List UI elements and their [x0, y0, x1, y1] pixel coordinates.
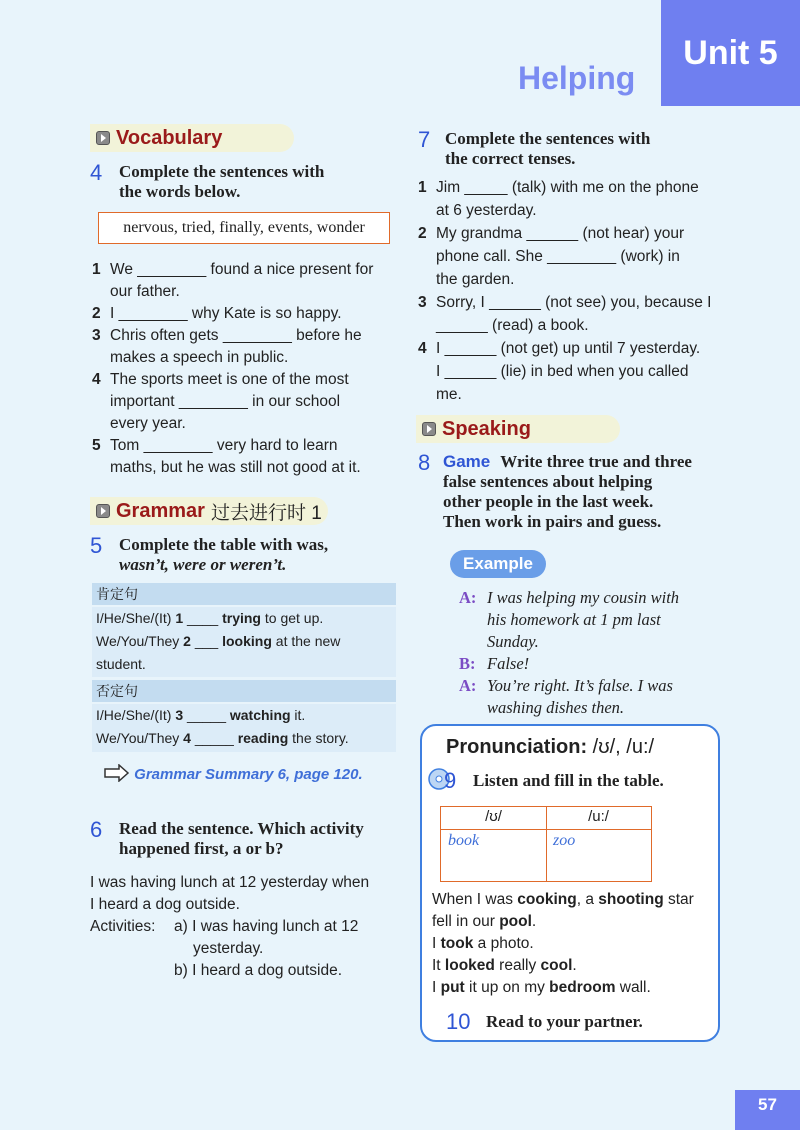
question-text: Game Write three true and three false sentences about helping other people in the last week. Then work in pairs and guess.: [443, 452, 692, 531]
play-bullet-icon: [96, 504, 110, 518]
negative-rows: I/He/She/(It) 3 _____ watching it. We/You/They 4 _____ reading the story.: [92, 704, 396, 752]
pronunciation-poem: When I was cooking, a shooting star fell in our pool. I took a photo. It looked really cool. I put it up on my bedroom wall.: [432, 891, 694, 996]
vocabulary-heading: Vocabulary: [90, 124, 294, 152]
vocab-list: 1 We ________ found a nice present for our father. 2 I ________ why Kate is so happy. 3 Chris often gets ________ before he makes a speech in public. 4 The sports meet is one of the most important ________ in our school every year. 5 Tom ________ very hard to learn maths, but he was still not good at it.: [92, 259, 392, 479]
q6-passage: I was having lunch at 12 yesterday when I heard a dog outside. Activities: a) I was having lunch at 12 yesterday. b) I heard a dog outside.: [90, 874, 370, 979]
example-badge: Example: [450, 550, 546, 578]
question-text: Read to your partner.: [486, 1012, 643, 1031]
table-cell: book: [448, 832, 480, 849]
list-item: 2 I ________ why Kate is so happy.: [92, 305, 342, 322]
question-number: 4: [90, 160, 103, 185]
list-item: 3 Sorry, I ______ (not see) you, because I: [418, 294, 712, 311]
play-bullet-icon: [96, 131, 110, 145]
question-text: Listen and fill in the table.: [473, 771, 664, 790]
negative-header: 否定句: [92, 680, 396, 702]
list-item: 5 Tom ________ very hard to learn: [92, 437, 338, 454]
column-header: /u:/: [588, 808, 609, 825]
list-item: 1 Jim _____ (talk) with me on the phone: [418, 179, 699, 196]
page-number: 57: [735, 1090, 800, 1130]
list-item: 4 The sports meet is one of the most: [92, 371, 349, 388]
sound-table: [440, 806, 652, 882]
speaking-heading: Speaking: [416, 415, 620, 443]
unit-badge: Unit 5: [661, 0, 800, 106]
question-text: Complete the table with was, wasn’t, were or weren’t.: [119, 535, 329, 574]
example-dialogue: A: I was helping my cousin with his homework at 1 pm last Sunday. B: False! A: You’re right. It’s false. I was washing dishes then.: [459, 588, 680, 717]
question-number: 6: [90, 817, 103, 842]
question-text: Complete the sentences with the correct tenses.: [445, 129, 651, 168]
question-number: 7: [418, 127, 431, 152]
question-text: Read the sentence. Which activity happened first, a or b?: [119, 819, 364, 858]
list-item: 4 I ______ (not get) up until 7 yesterday.: [418, 340, 701, 357]
question-number: 5: [90, 533, 103, 558]
affirmative-rows: I/He/She/(It) 1 ____ trying to get up. We/You/They 2 ___ looking at the new student.: [92, 607, 396, 677]
grammar-summary-link[interactable]: Grammar Summary 6, page 120.: [104, 764, 363, 786]
lesson-title: Helping: [518, 60, 636, 96]
pronunciation-heading: Pronunciation: /ʊ/, /u:/: [446, 736, 655, 758]
question-number: 9: [444, 768, 457, 793]
question-number: 8: [418, 450, 431, 475]
word-bank: nervous, tried, finally, events, wonder: [98, 212, 390, 244]
grammar-heading: Grammar 过去进行时 1: [90, 497, 328, 525]
play-bullet-icon: [422, 422, 436, 436]
table-cell: zoo: [553, 832, 576, 849]
column-header: /ʊ/: [485, 808, 502, 825]
question-text: Complete the sentences with the words below.: [119, 162, 325, 201]
question-number: 10: [446, 1009, 471, 1034]
list-item: 1 We ________ found a nice present for: [92, 261, 374, 278]
list-item: 2 My grandma ______ (not hear) your: [418, 225, 685, 242]
affirmative-header: 肯定句: [92, 583, 396, 605]
arrow-right-icon: [104, 764, 130, 786]
list-item: 3 Chris often gets ________ before he: [92, 327, 362, 344]
q7-list: 1 Jim _____ (talk) with me on the phone at 6 yesterday. 2 My grandma ______ (not hear) your phone call. She ________ (work) in the garden. 3 Sorry, I ______ (not see) you, because I ______ (read) a book. 4 I ______ (not get) up until 7 yesterday. I ______ (lie) in bed when you called me.: [418, 176, 728, 406]
